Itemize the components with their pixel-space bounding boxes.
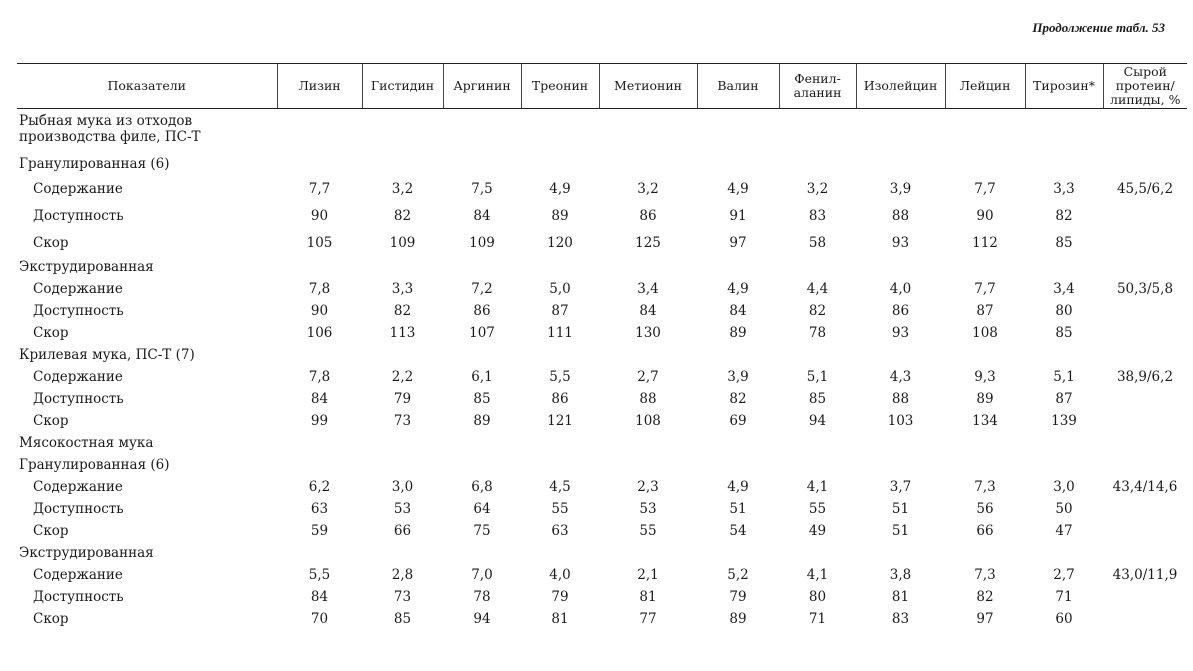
table-cell: 83 [891, 611, 910, 627]
table-cell: 64 [473, 501, 491, 517]
group-row [17, 153, 1187, 175]
table-cell: 3,3 [391, 281, 414, 297]
table-cell: 89 [551, 207, 569, 224]
row-label: Скор [33, 413, 69, 429]
column-header: Валин [697, 64, 779, 109]
table-cell: 6,8 [471, 479, 493, 495]
table-cell: 53 [393, 501, 412, 517]
column-header: Гистидин [362, 64, 443, 109]
table-cell: 85 [1055, 234, 1073, 251]
table-cell: 86 [639, 207, 657, 224]
table-cell: 4,0 [549, 567, 571, 583]
table-cell: 3,8 [889, 567, 912, 583]
table-cell: 66 [393, 523, 412, 539]
table-cell [1103, 520, 1187, 542]
column-header: Сырой протеин/ липиды, % [1103, 64, 1187, 109]
table-cell: 5,5 [549, 369, 571, 385]
table-cell: 4,1 [806, 479, 829, 495]
table-cell: 2,8 [391, 567, 414, 583]
row-label: Скор [33, 523, 69, 539]
table-cell: 4,9 [727, 479, 749, 495]
table-cell: 3,9 [727, 369, 749, 385]
table-cell: 84 [729, 303, 747, 319]
table-cell: 5,0 [549, 281, 571, 297]
table-row [17, 586, 1187, 608]
table-cell: 43,0/11,9 [1112, 567, 1178, 583]
table-cell: 4,5 [549, 479, 571, 495]
table-cell: 94 [808, 413, 827, 429]
table-cell: 84 [310, 391, 329, 407]
table-cell: 47 [1055, 523, 1073, 539]
table-cell: 5,5 [308, 567, 331, 583]
table-cell: 51 [891, 523, 910, 539]
table-cell: 70 [310, 611, 329, 627]
table-cell: 90 [310, 303, 329, 319]
table-cell: 121 [547, 413, 573, 429]
table-cell: 3,2 [806, 180, 829, 197]
table-cell: 82 [729, 391, 747, 407]
column-header: Фенил-аланин [779, 64, 856, 109]
table-row [17, 202, 1187, 229]
table-cell: 108 [635, 413, 661, 429]
table-cell: 111 [547, 325, 573, 341]
column-header: Лейцин [945, 64, 1025, 109]
table-cell: 89 [729, 611, 747, 627]
table-cell: 85 [1055, 325, 1073, 341]
table-cell: 6,2 [308, 479, 331, 495]
table-row [17, 476, 1187, 498]
table-cell: 88 [639, 391, 657, 407]
table-row [17, 322, 1187, 344]
group-label: Крилевая мука, ПС-Т (7) [19, 347, 195, 363]
table-cell: 86 [551, 391, 569, 407]
table-cell: 69 [729, 413, 747, 429]
table-cell: 84 [310, 589, 329, 605]
table-cell: 112 [972, 234, 998, 251]
table-cell: 7,7 [974, 180, 996, 197]
table-cell: 3,2 [637, 180, 659, 197]
group-row [17, 432, 1187, 454]
column-header: Показатели [17, 64, 277, 109]
table-cell: 79 [393, 391, 412, 407]
row-label: Содержание [33, 369, 123, 385]
table-cell: 5,1 [1053, 369, 1075, 385]
table-cell: 53 [639, 501, 657, 517]
table-cell: 97 [729, 234, 747, 251]
table-caption: Продолжение табл. 53 [1032, 20, 1165, 35]
table-cell: 55 [808, 501, 827, 517]
group-row [17, 256, 1187, 278]
group-label: Гранулированная (6) [19, 156, 170, 172]
table-row [17, 498, 1187, 520]
table-cell: 85 [393, 611, 412, 627]
table-cell: 4,4 [806, 281, 829, 297]
table-cell: 86 [891, 303, 910, 319]
table-cell: 82 [976, 589, 994, 605]
table-body [17, 109, 1187, 631]
table-cell: 60 [1055, 611, 1073, 627]
table-cell: 87 [976, 303, 994, 319]
table-row [17, 410, 1187, 432]
table-cell: 49 [808, 523, 827, 539]
amino-acid-table [17, 63, 1187, 630]
table-cell: 80 [808, 589, 827, 605]
table-cell: 3,2 [391, 180, 414, 197]
table-cell: 109 [469, 234, 495, 251]
table-cell: 134 [972, 413, 998, 429]
table-cell: 82 [393, 207, 412, 224]
row-label: Скор [33, 611, 69, 627]
table-cell: 83 [808, 207, 827, 224]
table-cell: 2,3 [637, 479, 659, 495]
table-cell: 73 [393, 589, 412, 605]
table-cell: 2,2 [391, 369, 414, 385]
table-cell: 4,1 [806, 567, 829, 583]
table-cell: 7,3 [974, 567, 996, 583]
table-row [17, 300, 1187, 322]
table-cell [1103, 202, 1187, 229]
table-cell: 4,9 [549, 180, 571, 197]
table-cell: 56 [976, 501, 994, 517]
table-cell: 107 [469, 325, 495, 341]
table-cell: 93 [891, 234, 910, 251]
table-cell: 93 [891, 325, 910, 341]
table-cell: 89 [976, 391, 994, 407]
table-cell: 7,7 [974, 281, 996, 297]
table-cell: 2,7 [1053, 567, 1075, 583]
table-cell: 86 [473, 303, 491, 319]
row-label: Доступность [33, 501, 124, 517]
table-cell: 89 [473, 413, 491, 429]
row-label: Доступность [33, 303, 124, 319]
table-cell: 9,3 [974, 369, 996, 385]
table-cell: 63 [551, 523, 569, 539]
table-cell: 85 [473, 391, 491, 407]
table-cell: 71 [1055, 589, 1073, 605]
table-cell: 125 [635, 234, 661, 251]
table-cell: 5,1 [806, 369, 829, 385]
table-cell: 55 [551, 501, 569, 517]
column-header: Тирозин* [1025, 64, 1103, 109]
table-cell: 7,5 [471, 180, 493, 197]
row-label: Скор [33, 325, 69, 341]
table-cell: 4,9 [727, 281, 749, 297]
table-cell: 91 [729, 207, 747, 224]
table-cell: 2,1 [637, 567, 659, 583]
table-cell: 63 [310, 501, 329, 517]
column-header: Лизин [277, 64, 362, 109]
table-cell: 94 [473, 611, 491, 627]
table-cell: 38,9/6,2 [1116, 369, 1174, 385]
table-cell: 2,7 [637, 369, 659, 385]
group-label: Гранулированная (6) [19, 457, 170, 473]
column-header: Изолейцин [856, 64, 945, 109]
table-cell: 4,0 [889, 281, 912, 297]
table-cell: 59 [310, 523, 329, 539]
table-cell: 139 [1051, 413, 1077, 429]
table-cell: 106 [306, 325, 333, 341]
table-cell [1103, 300, 1187, 322]
group-label: Экструдированная [19, 545, 154, 561]
group-row [17, 454, 1187, 476]
table-cell: 103 [887, 413, 914, 429]
group-label: Мясокостная мука [19, 435, 154, 451]
column-header: Аргинин [443, 64, 521, 109]
row-label: Скор [33, 234, 69, 251]
table-cell: 88 [891, 391, 910, 407]
table-row [17, 229, 1187, 256]
table-row [17, 175, 1187, 202]
table-row [17, 520, 1187, 542]
table-cell: 108 [972, 325, 998, 341]
table-cell: 7,8 [308, 281, 331, 297]
table-cell: 73 [393, 413, 412, 429]
table-cell [1103, 229, 1187, 256]
table-cell: 50,3/5,8 [1116, 281, 1174, 297]
group-row [17, 344, 1187, 366]
table-row [17, 366, 1187, 388]
table-cell: 79 [729, 589, 747, 605]
row-label: Содержание [33, 281, 123, 297]
table-cell: 5,2 [727, 567, 749, 583]
table-cell: 82 [1055, 207, 1073, 224]
table-cell: 130 [635, 325, 661, 341]
table-row [17, 608, 1187, 630]
table-cell [1103, 586, 1187, 608]
table-cell: 81 [639, 589, 657, 605]
table-cell: 51 [729, 501, 747, 517]
table-cell: 88 [891, 207, 910, 224]
table-cell: 45,5/6,2 [1116, 180, 1174, 197]
table-cell: 7,2 [471, 281, 493, 297]
table-cell: 80 [1055, 303, 1073, 319]
table-cell: 99 [310, 413, 329, 429]
table-cell: 97 [976, 611, 994, 627]
row-label: Содержание [33, 180, 123, 197]
table-cell: 81 [891, 589, 910, 605]
table-cell: 4,9 [727, 180, 749, 197]
table-cell: 66 [976, 523, 994, 539]
group-row [17, 542, 1187, 564]
table-cell: 3,0 [391, 479, 414, 495]
table-cell [1103, 410, 1187, 432]
table-cell: 6,1 [471, 369, 493, 385]
table-cell: 3,9 [889, 180, 912, 197]
table-cell: 82 [393, 303, 412, 319]
table-cell: 79 [551, 589, 569, 605]
table-cell: 84 [473, 207, 491, 224]
table-cell: 78 [808, 325, 827, 341]
table-cell: 120 [547, 234, 573, 251]
table-cell: 109 [389, 234, 416, 251]
table-cell: 7,7 [308, 180, 331, 197]
row-label: Доступность [33, 207, 124, 224]
table-cell: 89 [729, 325, 747, 341]
table-cell: 7,8 [308, 369, 331, 385]
table-cell: 58 [808, 234, 827, 251]
table-cell: 3,4 [637, 281, 659, 297]
table-cell: 50 [1055, 501, 1073, 517]
table-row [17, 278, 1187, 300]
table-cell: 87 [1055, 391, 1073, 407]
table-cell: 71 [808, 611, 827, 627]
row-label: Содержание [33, 567, 123, 583]
table-header [17, 64, 1187, 109]
table-cell [1103, 388, 1187, 410]
table-cell: 3,3 [1053, 180, 1075, 197]
table-cell: 87 [551, 303, 569, 319]
column-header: Треонин [521, 64, 599, 109]
table-row [17, 564, 1187, 586]
column-header: Метионин [599, 64, 697, 109]
table-cell: 81 [551, 611, 569, 627]
table-cell: 43,4/14,6 [1112, 479, 1178, 495]
table-cell [1103, 498, 1187, 520]
table-cell: 90 [976, 207, 994, 224]
table-cell: 113 [389, 325, 416, 341]
table-cell [1103, 608, 1187, 630]
table-cell: 105 [306, 234, 333, 251]
table-cell: 84 [639, 303, 657, 319]
group-row [17, 109, 1187, 154]
table-cell: 3,7 [889, 479, 912, 495]
table-cell: 85 [808, 391, 827, 407]
table-cell: 51 [891, 501, 910, 517]
table-cell: 54 [729, 523, 747, 539]
row-label: Доступность [33, 589, 124, 605]
table-cell: 82 [808, 303, 827, 319]
table-cell: 77 [639, 611, 657, 627]
table-cell: 55 [639, 523, 657, 539]
table-cell: 75 [473, 523, 491, 539]
table-cell: 3,0 [1053, 479, 1075, 495]
table-cell [1103, 322, 1187, 344]
group-label: Экструдированная [19, 259, 154, 275]
table-row [17, 388, 1187, 410]
table-cell: 7,3 [974, 479, 996, 495]
table-cell: 90 [310, 207, 329, 224]
table-cell: 4,3 [889, 369, 912, 385]
table-cell: 3,4 [1053, 281, 1075, 297]
row-label: Содержание [33, 479, 123, 495]
table-cell: 7,0 [471, 567, 493, 583]
row-label: Доступность [33, 391, 124, 407]
group-label: Рыбная мука из отходов производства филе, ПС-Т [19, 113, 201, 145]
table-cell: 78 [473, 589, 491, 605]
